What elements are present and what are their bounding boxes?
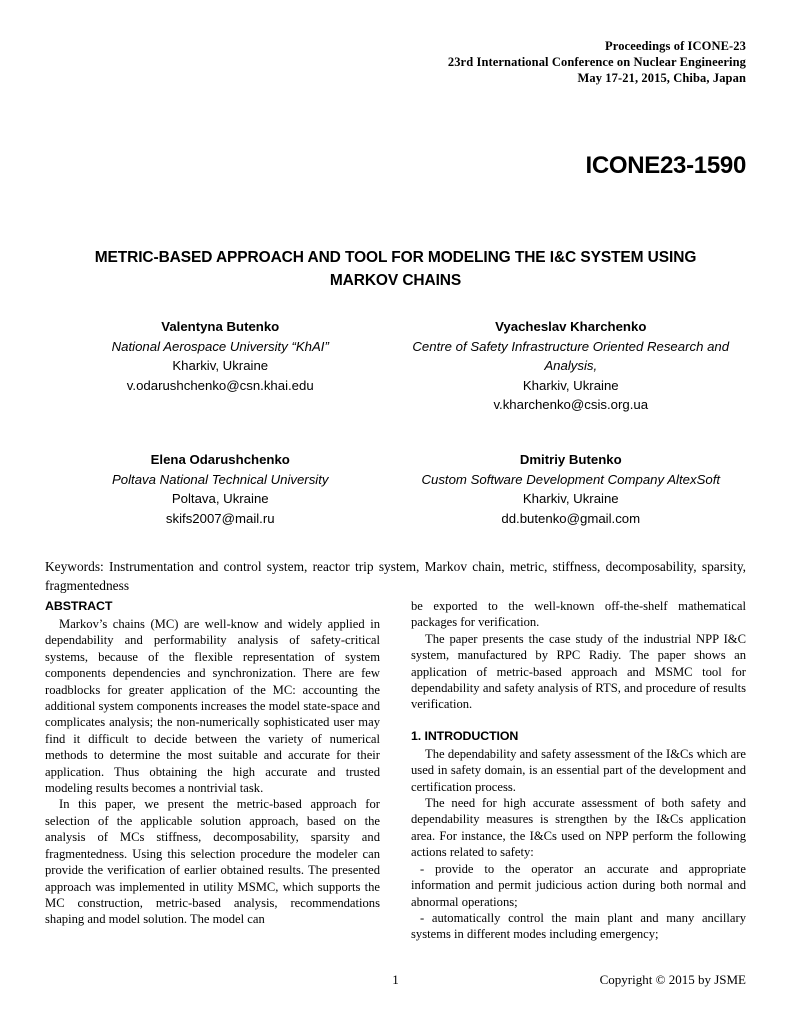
conference-date-line: May 17-21, 2015, Chiba, Japan [577,71,746,85]
introduction-paragraph-2: The need for high accurate assessment of both safety and dependability measures is strengthen by the I&Cs application area. For instance, the I&Cs used on NPP perform the following actions related to safety: [411,796,746,860]
author-email: v.odarushchenko@csn.khai.edu [126,377,314,393]
page-title: METRIC-BASED APPROACH AND TOOL FOR MODELING THE I&C SYSTEM USING MARKOV CHAINS [94,249,697,289]
introduction-paragraph-1: The dependability and safety assessment of the I&Cs which are used in safety domain, is an essential part of the development and certification process. [411,746,746,794]
introduction-bullet-1: - provide to the operator an accurate and appropriate information and permit judicious action during both normal and abnormal operations; [411,861,746,909]
abstract-heading: ABSTRACT [45,599,113,613]
page-footer [45,972,746,988]
abstract-paragraph-2-continued: be exported to the well-known off-the-shelf mathematical packages for verification. [411,599,746,630]
author-block [45,317,396,415]
abstract-paragraph-1: Markov’s chains (MC) are well-know and widely applied in dependability and performability analysis of safety-critical systems, because of the flexible representation of system components dependencies and synchronization. There are few roadblocks for greater application of the MC: accounting the additional system components increases the model state-space and complicates analysis; the non-numerically sophisticated user may find it difficult to decide between the variety of numerical methods to determine the most suitable and accurate for their application. Thus obtaining the high accurate and trusted modeling results becomes a nontrivial task. [45,617,380,796]
author-location: Kharkiv, Ukraine [522,491,619,506]
abstract-paragraph-2: In this paper, we present the metric-based approach for selection of the applicable solution approach, based on the analysis of MCs stiffness, decomposability, sparsity and fragmentedness. Using this selection procedure the modeler can provide the verification of earlier obtained results. The presented approach was implemented in utility MSMC, which supports the MC construction, metric-based analysis, recommendations shaping and model solution. The model can [45,797,380,927]
introduction-bullet-2: - automatically control the main plant and many ancillary systems in different modes including emergency; [411,910,746,942]
conference-header [448,38,746,86]
author-affiliation: Custom Software Development Company AltexSoft [421,471,721,487]
author-name: Dmitriy Butenko [519,452,622,467]
author-email: skifs2007@mail.ru [165,510,275,526]
author-email: v.kharchenko@csis.org.ua [493,397,649,412]
author-location: Kharkiv, Ukraine [522,377,619,393]
author-block [396,317,747,415]
copyright-notice: Copyright © 2015 by JSME [599,972,746,987]
author-name: Vyacheslav Kharchenko [495,319,647,334]
author-affiliation: Poltava National Technical University [112,471,329,487]
authors-row-1 [45,317,746,415]
introduction-heading: 1. INTRODUCTION [411,728,519,743]
keywords-line: Keywords: Instrumentation and control system, reactor trip system, Markov chain, metric, stiffness, decomposability, sparsity, fragmentedness [45,559,746,593]
author-location: Kharkiv, Ukraine [172,358,269,373]
author-name: Valentyna Butenko [161,319,280,334]
authors-row-2 [45,450,746,528]
author-location: Poltava, Ukraine [171,491,269,506]
paper-number: ICONE23-1590 [585,152,746,179]
author-name: Elena Odarushchenko [150,452,290,467]
conference-proceedings-line: Proceedings of ICONE-23 [605,39,746,53]
column-right [411,598,746,942]
author-block [45,450,396,528]
author-block [396,450,747,528]
conference-name-line: 23rd International Conference on Nuclear Engineering [447,55,746,69]
author-email: dd.butenko@gmail.com [501,510,641,526]
author-affiliation: Centre of Safety Infrastructure Oriented Research and Analysis, [412,338,730,373]
column-left [45,598,380,928]
abstract-paragraph-3: The paper presents the case study of the industrial NPP I&C system, manufactured by RPC Radiy. The paper shows an application of metric-based approach and MSMC tool for dependability and safety analysis of RTS, and procedure of results verification. [411,631,746,712]
body-columns [45,598,746,942]
author-affiliation: National Aerospace University “KhAI” [111,338,329,354]
page-number: 1 [392,972,399,987]
